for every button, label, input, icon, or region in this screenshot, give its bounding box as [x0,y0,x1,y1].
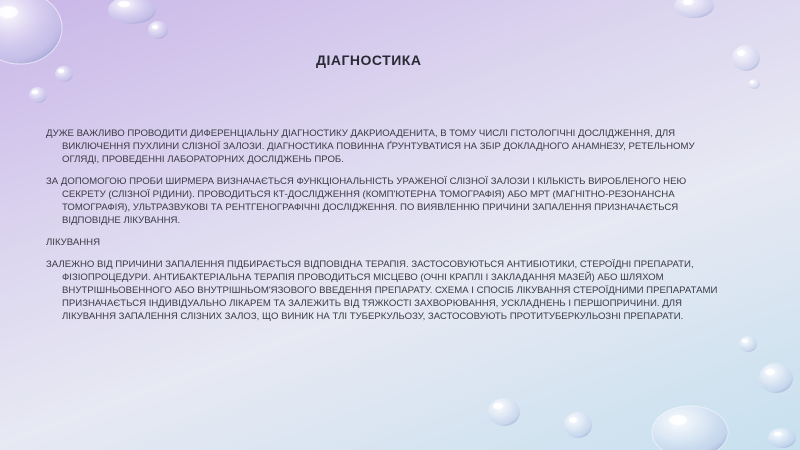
water-drop-icon [652,406,728,450]
slide-title: ДІАГНОСТИКА [316,52,422,68]
paragraph-diagnostics: ДУЖЕ ВАЖЛИВО ПРОВОДИТИ ДИФЕРЕНЦІАЛЬНУ ДІАГНОСТИКУ ДАКРИОАДЕНИТА, В ТОМУ ЧИСЛІ ГІСТОЛОГІЧНІ ДОСЛІДЖЕННЯ, ДЛЯ ВИКЛЮЧЕННЯ ПУХЛИНИ СЛІЗНОЇ ЗАЛОЗИ. ДІАГНОСТИКА ПОВИННА ҐРУНТУВАТИСЯ НА ЗБІР ДОКЛАДНОГО АНАМНЕЗУ, РЕТЕЛЬНОМУ ОГЛЯДІ, ПРОВЕДЕННІ ЛАБОРАТОРНИХ ДОСЛІДЖЕНЬ ПРОБ. [46,128,695,165]
water-drop-icon [148,21,168,39]
paragraph-schirmer-test: ЗА ДОПОМОГОЮ ПРОБИ ШИРМЕРА ВИЗНАЧАЄТЬСЯ ФУНКЦІОНАЛЬНІСТЬ УРАЖЕНОЇ СЛІЗНОЇ ЗАЛОЗИ І КІЛЬКІСТЬ ВИРОБЛЕНОГО НЕЮ СЕКРЕТУ (СЛІЗНОЇ РІДИНИ). ПРОВОДИТЬСЯ КТ-ДОСЛІДЖЕННЯ (КОМП'ЮТЕРНА ТОМОГРАФІЯ) АБО МРТ (МАГНІТНО-РЕЗОНАНСНА ТОМОГРАФІЯ), УЛЬТРАЗВУКОВІ ТА РЕНТГЕНОГРАФІЧНІ ДОСЛІДЖЕННЯ. ПО ВИЯВЛЕННЮ ПРИЧИНИ ЗАПАЛЕННЯ ПРИЗНАЧАЄТЬСЯ ВІДПОВІДНЕ ЛІКУВАННЯ. [46,176,687,226]
water-drop-icon [0,0,62,64]
water-drop-icon [768,428,796,448]
water-drop-icon [488,398,520,426]
water-drop-icon [759,363,793,393]
water-drop-icon [564,412,592,438]
water-drop-icon [108,0,156,24]
water-drop-icon [29,87,47,103]
paragraph-treatment: ЗАЛЕЖНО ВІД ПРИЧИНИ ЗАПАЛЕННЯ ПІДБИРАЄТЬСЯ ВІДПОВІДНА ТЕРАПІЯ. ЗАСТОСОВУЮТЬСЯ АНТИБІОТИКИ, СТЕРОЇДНІ ПРЕПАРАТИ, ФІЗІОПРОЦЕДУРИ. АНТИБАКТЕРІАЛЬНА ТЕРАПІЯ ПРОВОДИТЬСЯ МІСЦЕВО (ОЧНІ КРАПЛІ І ЗАКЛАДАННЯ МАЗЕЙ) АБО ШЛЯХОМ ВНУТРІШНЬОВЕННОГО АБО ВНУТРІШНЬОМ'ЯЗОВОГО ВВЕДЕННЯ ПРЕПАРАТУ. СХЕМА І СПОСІБ ЛІКУВАННЯ СТЕРОЇДНИМИ ПРЕПАРАТАМИ ПРИЗНАЧАЄТЬСЯ ІНДИВІДУАЛЬНО ЛІКАРЕМ ТА ЗАЛЕЖИТЬ ВІД ТЯЖКОСТІ ЗАХВОРЮВАННЯ, УСКЛАДНЕНЬ І ПЕРШОПРИЧИНИ. ДЛЯ ЛІКУВАННЯ ЗАПАЛЕННЯ СЛІЗНИХ ЗАЛОЗ, ЩО ВИНИК НА ТЛІ ТУБЕРКУЛЬОЗУ, ЗАСТОСОВУЮТЬ ПРОТИТУБЕРКУЛЬОЗНІ ПРЕПАРАТИ. [46,259,718,322]
slide-body [46,127,726,332]
water-drop-icon [55,66,73,82]
water-drop-icon [739,336,757,352]
section-heading-treatment: ЛІКУВАННЯ [46,237,101,248]
water-drop-icon [674,0,714,18]
water-drop-icon [748,79,760,89]
water-drop-icon [732,45,760,71]
